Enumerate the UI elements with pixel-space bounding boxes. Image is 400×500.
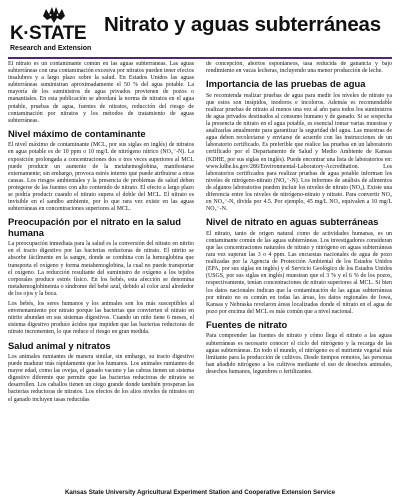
sources-paragraph: Para comprender las fuentes de nitrato y cómo llega el nitrato a las aguas subterráneas es necesario conocer el ciclo del nitrógeno y la recarga de las aguas subterráneas. En todo el mundo, el nitrógeno es el nutriente vegetal más limitante para la producción de cultivos. Desde tiempos remotos, las personas han añadido nitrógeno a los cultivos mediante el uso de desechos animales, desechos humanos, legumbres o fertilizantes.	[206, 333, 392, 375]
heading-nitrate-sources: Fuentes de nitrato	[206, 318, 288, 330]
heading-water-testing: Importancia de las pruebas de agua	[206, 78, 366, 90]
continued-paragraph: de concepción, abortos espontáneos, tasa reducida de ganancia y bajo rendimiento en vacas lecheras, incluyendo una menor producción de leche.	[206, 61, 392, 75]
intro-paragraph: El nitrato es un contaminante común en las aguas subterráneas. Las aguas subterráneas con una contaminación excesiva por nitratos pueden tener efectos insalubres y a largo plazo sobre la salud. En Estados Unidos las aguas subterráneas suministran aproximadamente el 50 % del agua potable. La mayoría de los suministros de agua privados provienen de pozos o manantiales. En esta publicación se abordará la norma de nitratos en el agua potable, pruebas de agua, fuentes de nitratos, reducción del riesgo de contaminación por nitratos y los métodos de tratamiento de aguas subterráneas.	[8, 61, 194, 124]
heading-animal-health: Salud animal y nitratos	[8, 339, 111, 351]
left-column	[8, 61, 194, 486]
mcl-paragraph: El nivel máximo de contaminante (MCL, por sus siglas en inglés) de nitratos en agua potable es de 10 ppm o 10 mg/L de nitrógeno nítrico (NO₃⁻-N). La exposición prolongada a concentraciones dos o tres veces superiores al MCL puede producir un aumento de la metahemoglobina, manifestarse externamente; sin embargo, provoca estrés interno que puede atribuirse a otras causas. Los riesgos ambientales y la presencia de problemas de salud deben protegerse de las fuentes con alto contenido de nitrato. El efecto a largo plazo se podría producir cuando el nitrato supera el doble del MCL. El nitrato es invisible en el sandbo ambiente, por lo que rara vez existe en las aguas subterráneas en concentraciones superiores al MCL.	[8, 142, 194, 213]
heading-groundwater-levels: Nivel de nitrato en aguas subterráneas	[206, 216, 379, 228]
animal-paragraph: Los animales rumiantes de manera similar, sin embargo, su tracto digestivo puede madurar más rápidamente que los humanos. Los animales rumiantes de mayor edad, como las ovejas, el ganado vacuno y las cabras tienen un sistema digestivo diferente que permite que las bacterias reductoras de nitratos se desarrollen. Los caballos tienen un ciego grande donde también prosperan las bacterias reductoras de nitratos. Los efectos de los altos niveles de nitratos en el ganado incluyen tasas reducidas	[8, 354, 194, 403]
kstate-logo	[8, 6, 98, 56]
header-divider	[8, 57, 392, 59]
levels-paragraph: El nitrato, tanto de origen natural como de actividades humanas, es un contaminante común de las aguas subterráneas. Los investigadores consideran que las concentraciones naturales de nitrato y nitrógeno en aguas subterráneas rara vez superan las 3 o 4 ppm. Las encuestas nacionales de agua de pozo realizadas por la Agencia de Protección Ambiental de los Estados Unidos (EPA, por sus siglas en inglés) y el Servicio Geológico de los Estados Unidos (USGS, por sus siglas en inglés) muestran que el 3 % y el 6 % de los pozos, respectivamente, tenían concentraciones de nitrato superiores al MCL. Si bien los datos nacionales indican que la contaminación de las aguas subterráneas por nitrato no es común en todas las áreas, los datos regionales de Iowa, Kansas y Nebraska revelaron áreas localizadas donde el nitrato en el agua de pozo por encima del MCL es más común que a nivel nacional.	[206, 230, 392, 315]
logo-subtitle: Research and Extension	[10, 45, 92, 52]
heading-mcl: Nivel máximo de contaminante	[8, 127, 146, 139]
logo-wordmark: K·STATE	[10, 23, 87, 44]
health-paragraph-1: La preocupación inmediata para la salud es la conversión del nitrato en nitrito en el tracto digestivo por las bacterias reductoras de nitrato. El nitrito se absorbe fácilmente en la sangre, donde se combina con la hemoglobina que transporta el oxígeno y forma metahemoglobina, la cual no puede transportar el oxígeno. La reducción resultante del suministro de oxígeno a los tejidos corporales produce estrés físico. En los bebés, esta afección se denomina metahemoglobinemia o síndrome del bebé azul, debido al color azul alrededor de los ojos y la boca.	[8, 241, 194, 297]
right-column	[206, 61, 392, 486]
testing-paragraph: Se recomienda realizar pruebas de agua para medir los niveles de nitrato ya que estos son insípidos, inodoros e incoloros. Además es recomendable realizar pruebas de nitrato al menos una vez al año para todos los suministros de agua privados destinados al consumo humano y de ganado. Si se sospecha la presencia de nitrato en el agua potable, es esencial tomar varias muestras y analizarlas anualmente para garantizar la seguridad del agua. Las muestras de agua deben recolectarse y enviarse de acuerdo con las instrucciones de un laboratorio certificado. Es preferible que realice las pruebas en un laboratorio certificado por el Departamento de Salud y Medio Ambiente de Kansas (KDHE, por sus siglas en inglés). Puede encontrar una lista de laboratorios en: www.kdhe.ks.gov/286/Environmental-Laboratory-Accreditation. Los laboratorios certificados para realizar pruebas de agua potable informan los niveles de nitrógeno-nitrato (NO₃⁻-N). Los informes de análisis de alimentos de algunos laboratorios pueden incluir los niveles de nitrato (NO₃). Existe una diferencia entre los niveles de nitrógeno-nitrato y nitrato. Para convertir NO₃ en NO₃⁻-N, divida por 4.5. Por ejemplo, 45 mg/L NO₃ equivalen a 10 mg/L NO₃⁻-N.	[206, 92, 392, 213]
page-header	[0, 0, 400, 58]
page-footer: Kansas State University Agricultural Experiment Station and Cooperative Extension Service	[64, 489, 336, 496]
heading-human-health: Preocupación por el nitrato en la salud humana	[8, 216, 181, 238]
wildcat-icon	[41, 6, 67, 24]
page-title: Nitrato y aguas subterráneas	[104, 13, 381, 36]
health-paragraph-2: Los bebés, los seres humanos y los animales son los más susceptibles al envenenamiento por nitrato porque las bacterias que convierten el nitrato en nitrito abundan en sus sistemas digestivos. Cuando un niño tiene 6 meses, el sistema digestivo produce ácidos que impiden que las bacterias reductoras de nitrato incrementen, lo que reduce el riesgo en gran medida.	[8, 301, 194, 336]
